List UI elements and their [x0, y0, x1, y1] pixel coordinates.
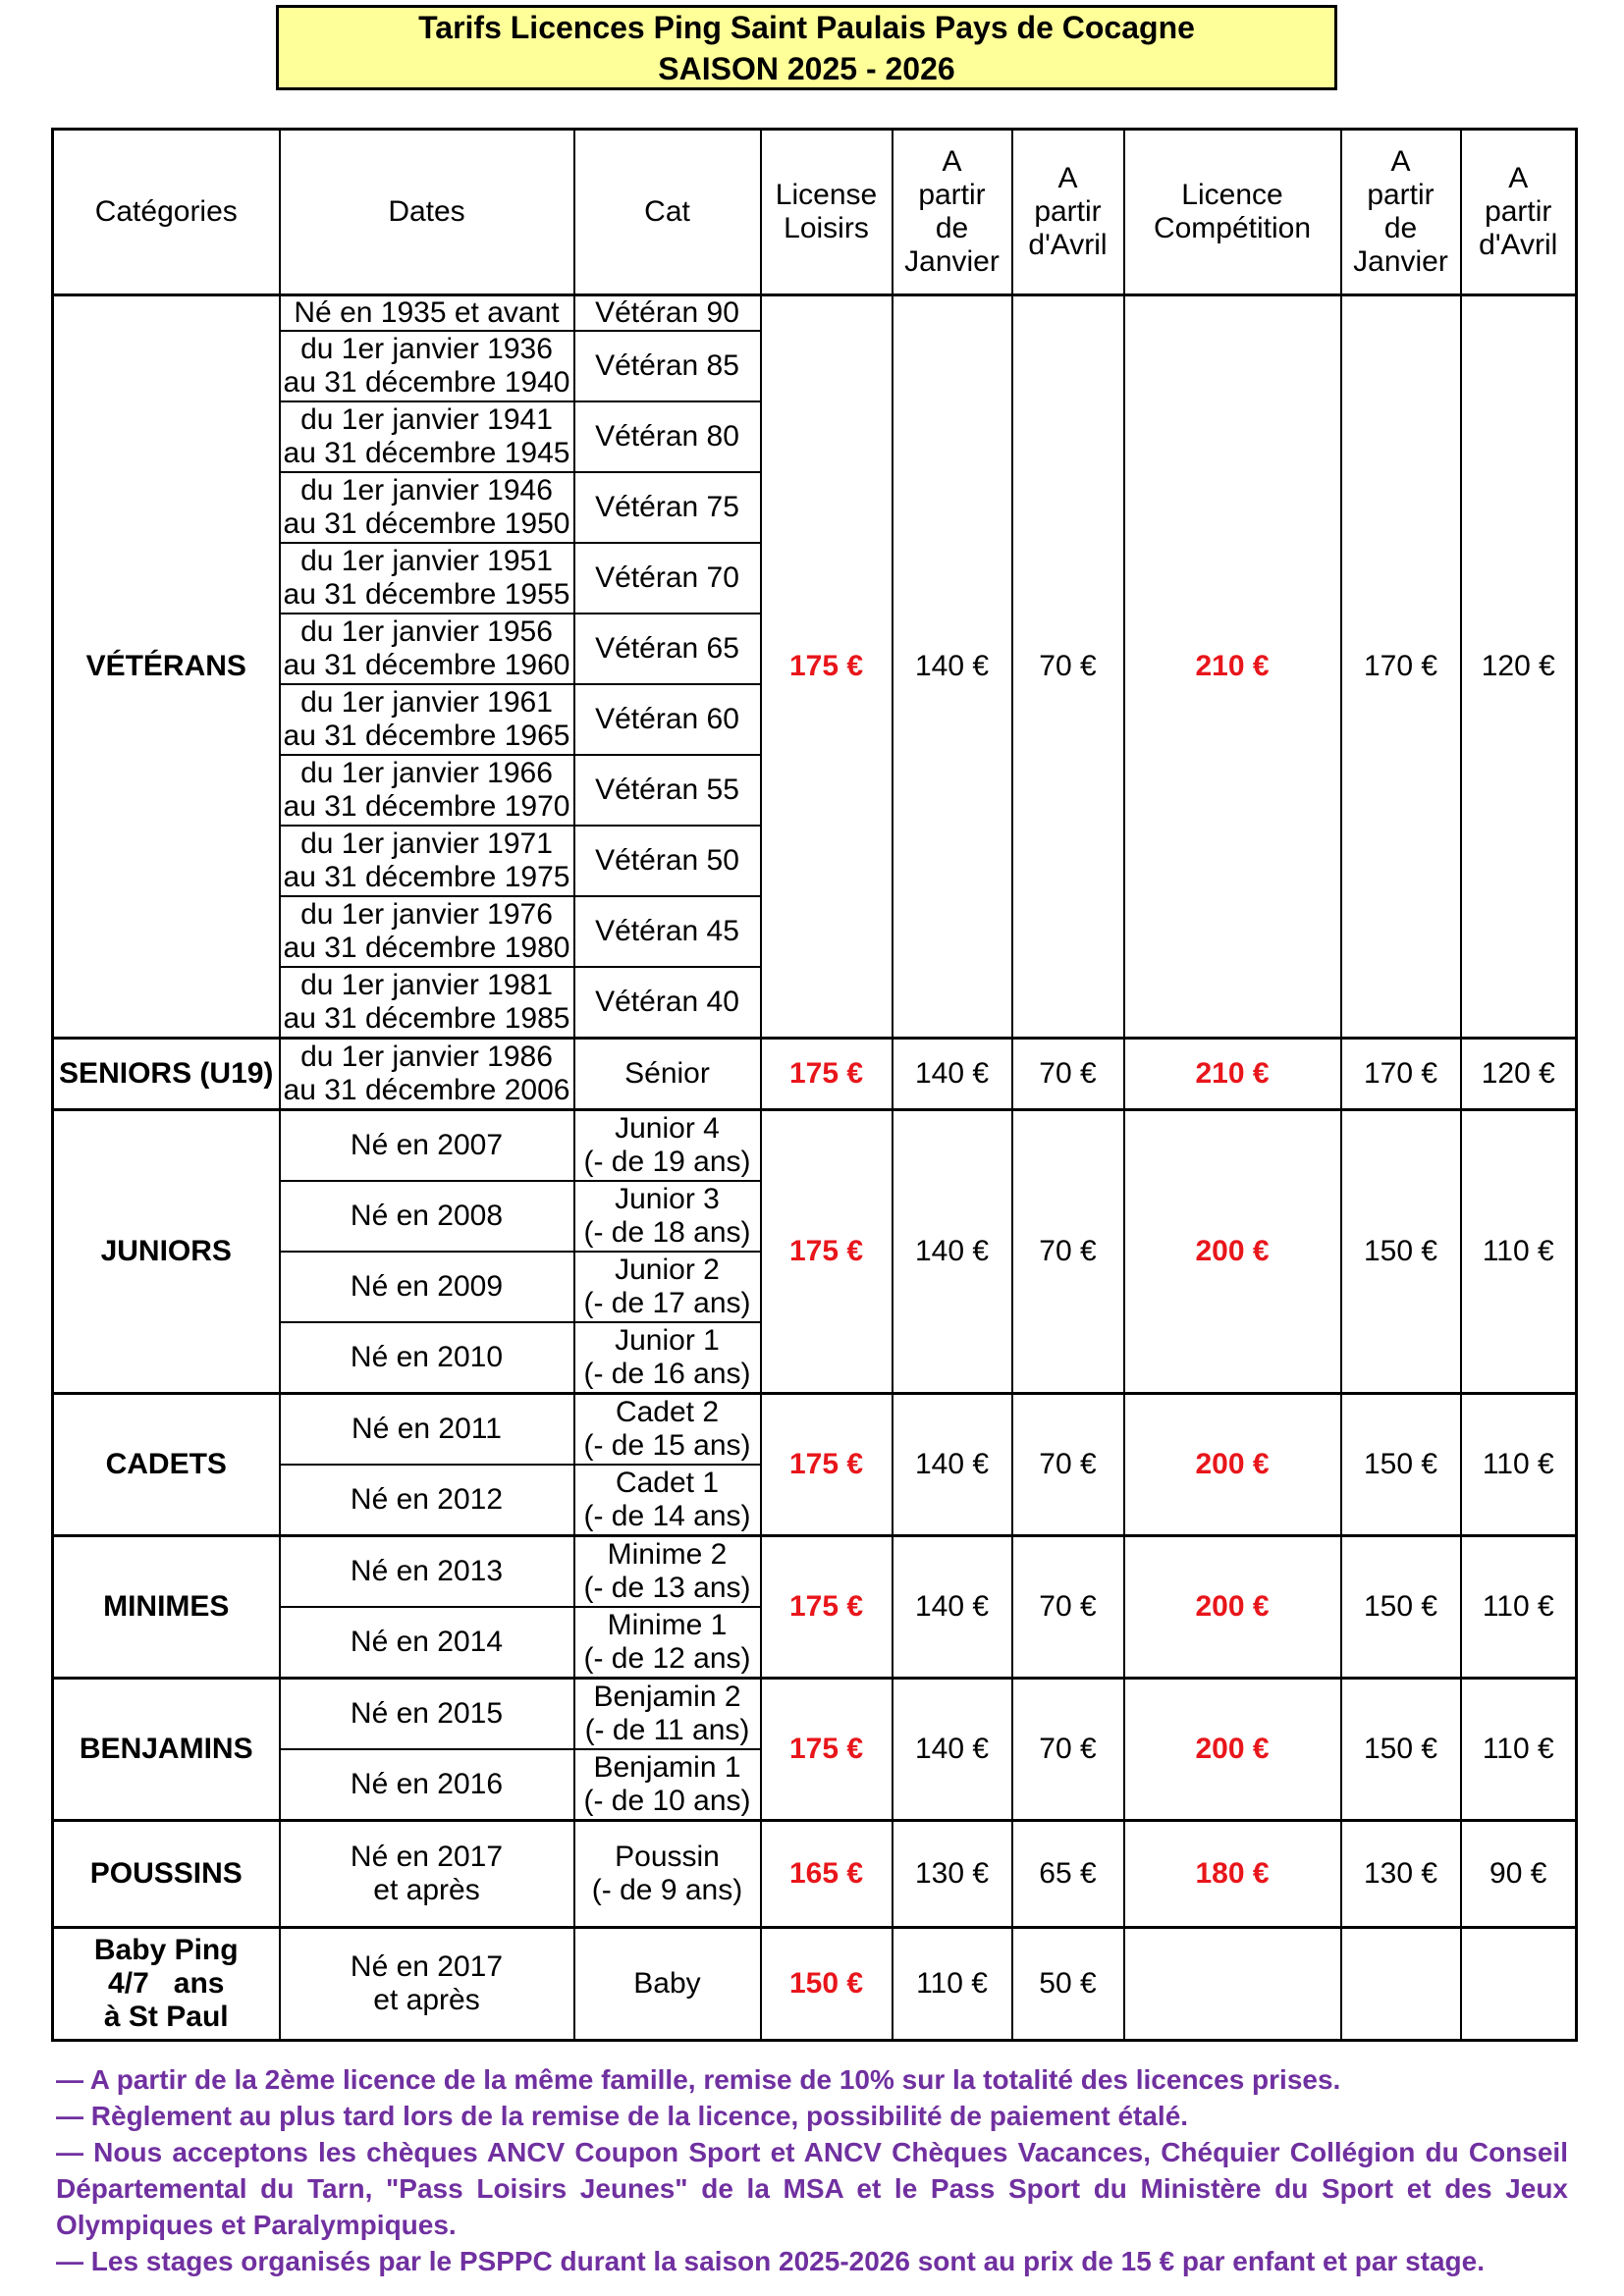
price-loisirs: 175 €: [761, 1110, 893, 1394]
dates-cell: Né en 2011: [280, 1394, 574, 1466]
price-avril: 70 €: [1012, 1536, 1124, 1679]
price-avril: 65 €: [1012, 1821, 1124, 1928]
group-juniors: JUNIORS: [53, 1110, 280, 1394]
cat-cell: Cadet 2 (- de 15 ans): [574, 1394, 761, 1466]
season-title: SAISON 2025 - 2026: [658, 50, 955, 86]
dates-cell: Né en 2016: [280, 1749, 574, 1821]
dates-cell: Né en 2017 et après: [280, 1821, 574, 1928]
group-baby: Baby Ping 4/7 ans à St Paul: [53, 1928, 280, 2041]
price-loisirs: 175 €: [761, 1039, 893, 1110]
group-poussins: POUSSINS: [53, 1821, 280, 1928]
price-competition: 180 €: [1124, 1821, 1341, 1928]
price-janvier: 140 €: [893, 295, 1012, 1039]
header-cat: Cat: [574, 130, 761, 295]
price-janvier: 140 €: [893, 1536, 1012, 1679]
price-competition: 200 €: [1124, 1394, 1341, 1536]
cat-cell: Junior 3 (- de 18 ans): [574, 1181, 761, 1252]
dates-cell: du 1er janvier 1946 au 31 décembre 1950: [280, 472, 574, 543]
header-loisirs: License Loisirs: [761, 130, 893, 295]
cat-cell: Vétéran 80: [574, 401, 761, 472]
price-loisirs: 175 €: [761, 1536, 893, 1679]
note-family-discount: — A partir de la 2ème licence de la même famille, remise de 10% sur la totalité des licences prises.: [56, 2064, 1341, 2095]
cat-cell: Minime 2 (- de 13 ans): [574, 1536, 761, 1608]
price-cavril-empty: [1461, 1928, 1577, 2041]
dates-cell: Né en 2010: [280, 1322, 574, 1394]
price-avril: 70 €: [1012, 1394, 1124, 1536]
header-cjanvier: A partir de Janvier: [1341, 130, 1461, 295]
price-cavril: 110 €: [1461, 1394, 1577, 1536]
note-payment: — Règlement au plus tard lors de la remise de la licence, possibilité de paiement étalé.: [56, 2101, 1189, 2131]
cat-cell: Sénior: [574, 1039, 761, 1110]
dates-cell: Né en 1935 et avant: [280, 295, 574, 332]
price-cjanvier: 170 €: [1341, 1039, 1461, 1110]
price-cjanvier: 150 €: [1341, 1536, 1461, 1679]
header-dates: Dates: [280, 130, 574, 295]
price-janvier: 130 €: [893, 1821, 1012, 1928]
group-minimes: MINIMES: [53, 1536, 280, 1679]
dates-cell: Né en 2013: [280, 1536, 574, 1608]
cat-cell: Vétéran 50: [574, 826, 761, 896]
price-loisirs: 165 €: [761, 1821, 893, 1928]
dates-cell: du 1er janvier 1971 au 31 décembre 1975: [280, 826, 574, 896]
table-row: [53, 1110, 1577, 1182]
dates-cell: du 1er janvier 1986 au 31 décembre 2006: [280, 1039, 574, 1110]
dates-cell: du 1er janvier 1981 au 31 décembre 1985: [280, 967, 574, 1039]
cat-cell: Benjamin 2 (- de 11 ans): [574, 1679, 761, 1750]
notes: [56, 2061, 1568, 2279]
price-loisirs: 175 €: [761, 1394, 893, 1536]
cat-cell: Vétéran 90: [574, 295, 761, 332]
dates-cell: Né en 2007: [280, 1110, 574, 1182]
price-avril: 50 €: [1012, 1928, 1124, 2041]
cat-cell: Poussin (- de 9 ans): [574, 1821, 761, 1928]
header-cavril: A partir d'Avril: [1461, 130, 1577, 295]
cat-cell: Vétéran 40: [574, 967, 761, 1039]
cat-cell: Junior 4 (- de 19 ans): [574, 1110, 761, 1182]
cat-cell: Junior 2 (- de 17 ans): [574, 1252, 761, 1322]
price-cavril: 110 €: [1461, 1536, 1577, 1679]
cat-cell: Minime 1 (- de 12 ans): [574, 1607, 761, 1679]
price-competition: 210 €: [1124, 1039, 1341, 1110]
table-row: [53, 1928, 1577, 2041]
price-cavril: 120 €: [1461, 295, 1577, 1039]
price-cavril: 120 €: [1461, 1039, 1577, 1110]
cat-cell: Benjamin 1 (- de 10 ans): [574, 1749, 761, 1821]
dates-cell: Né en 2017 et après: [280, 1928, 574, 2041]
header-avril: A partir d'Avril: [1012, 130, 1124, 295]
cat-cell: Vétéran 65: [574, 614, 761, 684]
header-janvier: A partir de Janvier: [893, 130, 1012, 295]
price-avril: 70 €: [1012, 1110, 1124, 1394]
dates-cell: Né en 2008: [280, 1181, 574, 1252]
table-row: [53, 1821, 1577, 1928]
price-competition: 200 €: [1124, 1536, 1341, 1679]
dates-cell: Né en 2012: [280, 1465, 574, 1536]
price-cavril: 90 €: [1461, 1821, 1577, 1928]
header-categories: Catégories: [53, 130, 280, 295]
table-row: [53, 1039, 1577, 1110]
price-loisirs: 175 €: [761, 1679, 893, 1821]
cat-cell: Vétéran 75: [574, 472, 761, 543]
table-row: [53, 1536, 1577, 1608]
note-stages: — Les stages organisés par le PSPPC durant la saison 2025-2026 sont au prix de 15 € par enfant et par stage.: [56, 2246, 1486, 2276]
dates-cell: du 1er janvier 1956 au 31 décembre 1960: [280, 614, 574, 684]
dates-cell: du 1er janvier 1976 au 31 décembre 1980: [280, 896, 574, 967]
cat-cell: Vétéran 55: [574, 755, 761, 826]
price-loisirs: 150 €: [761, 1928, 893, 2041]
price-cjanvier: 150 €: [1341, 1679, 1461, 1821]
price-cjanvier-empty: [1341, 1928, 1461, 2041]
cat-cell: Vétéran 45: [574, 896, 761, 967]
table-row: [53, 1394, 1577, 1466]
price-competition: 200 €: [1124, 1110, 1341, 1394]
dates-cell: du 1er janvier 1951 au 31 décembre 1955: [280, 543, 574, 614]
tarifs-table: [51, 128, 1578, 2042]
dates-cell: Né en 2015: [280, 1679, 574, 1750]
dates-cell: du 1er janvier 1966 au 31 décembre 1970: [280, 755, 574, 826]
price-cjanvier: 170 €: [1341, 295, 1461, 1039]
dates-cell: Né en 2014: [280, 1607, 574, 1679]
price-janvier: 140 €: [893, 1039, 1012, 1110]
cat-cell: Junior 1 (- de 16 ans): [574, 1322, 761, 1394]
price-janvier: 110 €: [893, 1928, 1012, 2041]
group-benjamins: BENJAMINS: [53, 1679, 280, 1821]
price-janvier: 140 €: [893, 1394, 1012, 1536]
price-cjanvier: 150 €: [1341, 1110, 1461, 1394]
cat-cell: Vétéran 70: [574, 543, 761, 614]
price-avril: 70 €: [1012, 295, 1124, 1039]
title-box: [276, 5, 1337, 90]
price-cjanvier: 150 €: [1341, 1394, 1461, 1536]
price-janvier: 140 €: [893, 1679, 1012, 1821]
header-competition: Licence Compétition: [1124, 130, 1341, 295]
dates-cell: Né en 2009: [280, 1252, 574, 1322]
price-janvier: 140 €: [893, 1110, 1012, 1394]
page-title: Tarifs Licences Ping Saint Paulais Pays de Cocagne: [418, 9, 1195, 45]
dates-cell: du 1er janvier 1936 au 31 décembre 1940: [280, 331, 574, 401]
cat-cell: Vétéran 60: [574, 684, 761, 755]
price-cavril: 110 €: [1461, 1679, 1577, 1821]
header-row: [53, 130, 1577, 295]
note-cheques: — Nous acceptons les chèques ANCV Coupon Sport et ANCV Chèques Vacances, Chéquier Collégion du Conseil Départemental du Tarn, "Pass Loisirs Jeunes" de la MSA et le Pass Sport du Ministère du Sport et des Jeux Olympiques et Paralympiques.: [56, 2137, 1568, 2240]
table-row: [53, 1679, 1577, 1750]
price-avril: 70 €: [1012, 1679, 1124, 1821]
dates-cell: du 1er janvier 1941 au 31 décembre 1945: [280, 401, 574, 472]
price-avril: 70 €: [1012, 1039, 1124, 1110]
group-seniors: SENIORS (U19): [53, 1039, 280, 1110]
price-cavril: 110 €: [1461, 1110, 1577, 1394]
price-competition: 200 €: [1124, 1679, 1341, 1821]
group-cadets: CADETS: [53, 1394, 280, 1536]
price-competition: 210 €: [1124, 295, 1341, 1039]
table-row: [53, 295, 1577, 332]
price-competition-empty: [1124, 1928, 1341, 2041]
dates-cell: du 1er janvier 1961 au 31 décembre 1965: [280, 684, 574, 755]
group-veterans: VÉTÉRANS: [53, 295, 280, 1039]
cat-cell: Cadet 1 (- de 14 ans): [574, 1465, 761, 1536]
cat-cell: Baby: [574, 1928, 761, 2041]
cat-cell: Vétéran 85: [574, 331, 761, 401]
price-loisirs: 175 €: [761, 295, 893, 1039]
price-cjanvier: 130 €: [1341, 1821, 1461, 1928]
